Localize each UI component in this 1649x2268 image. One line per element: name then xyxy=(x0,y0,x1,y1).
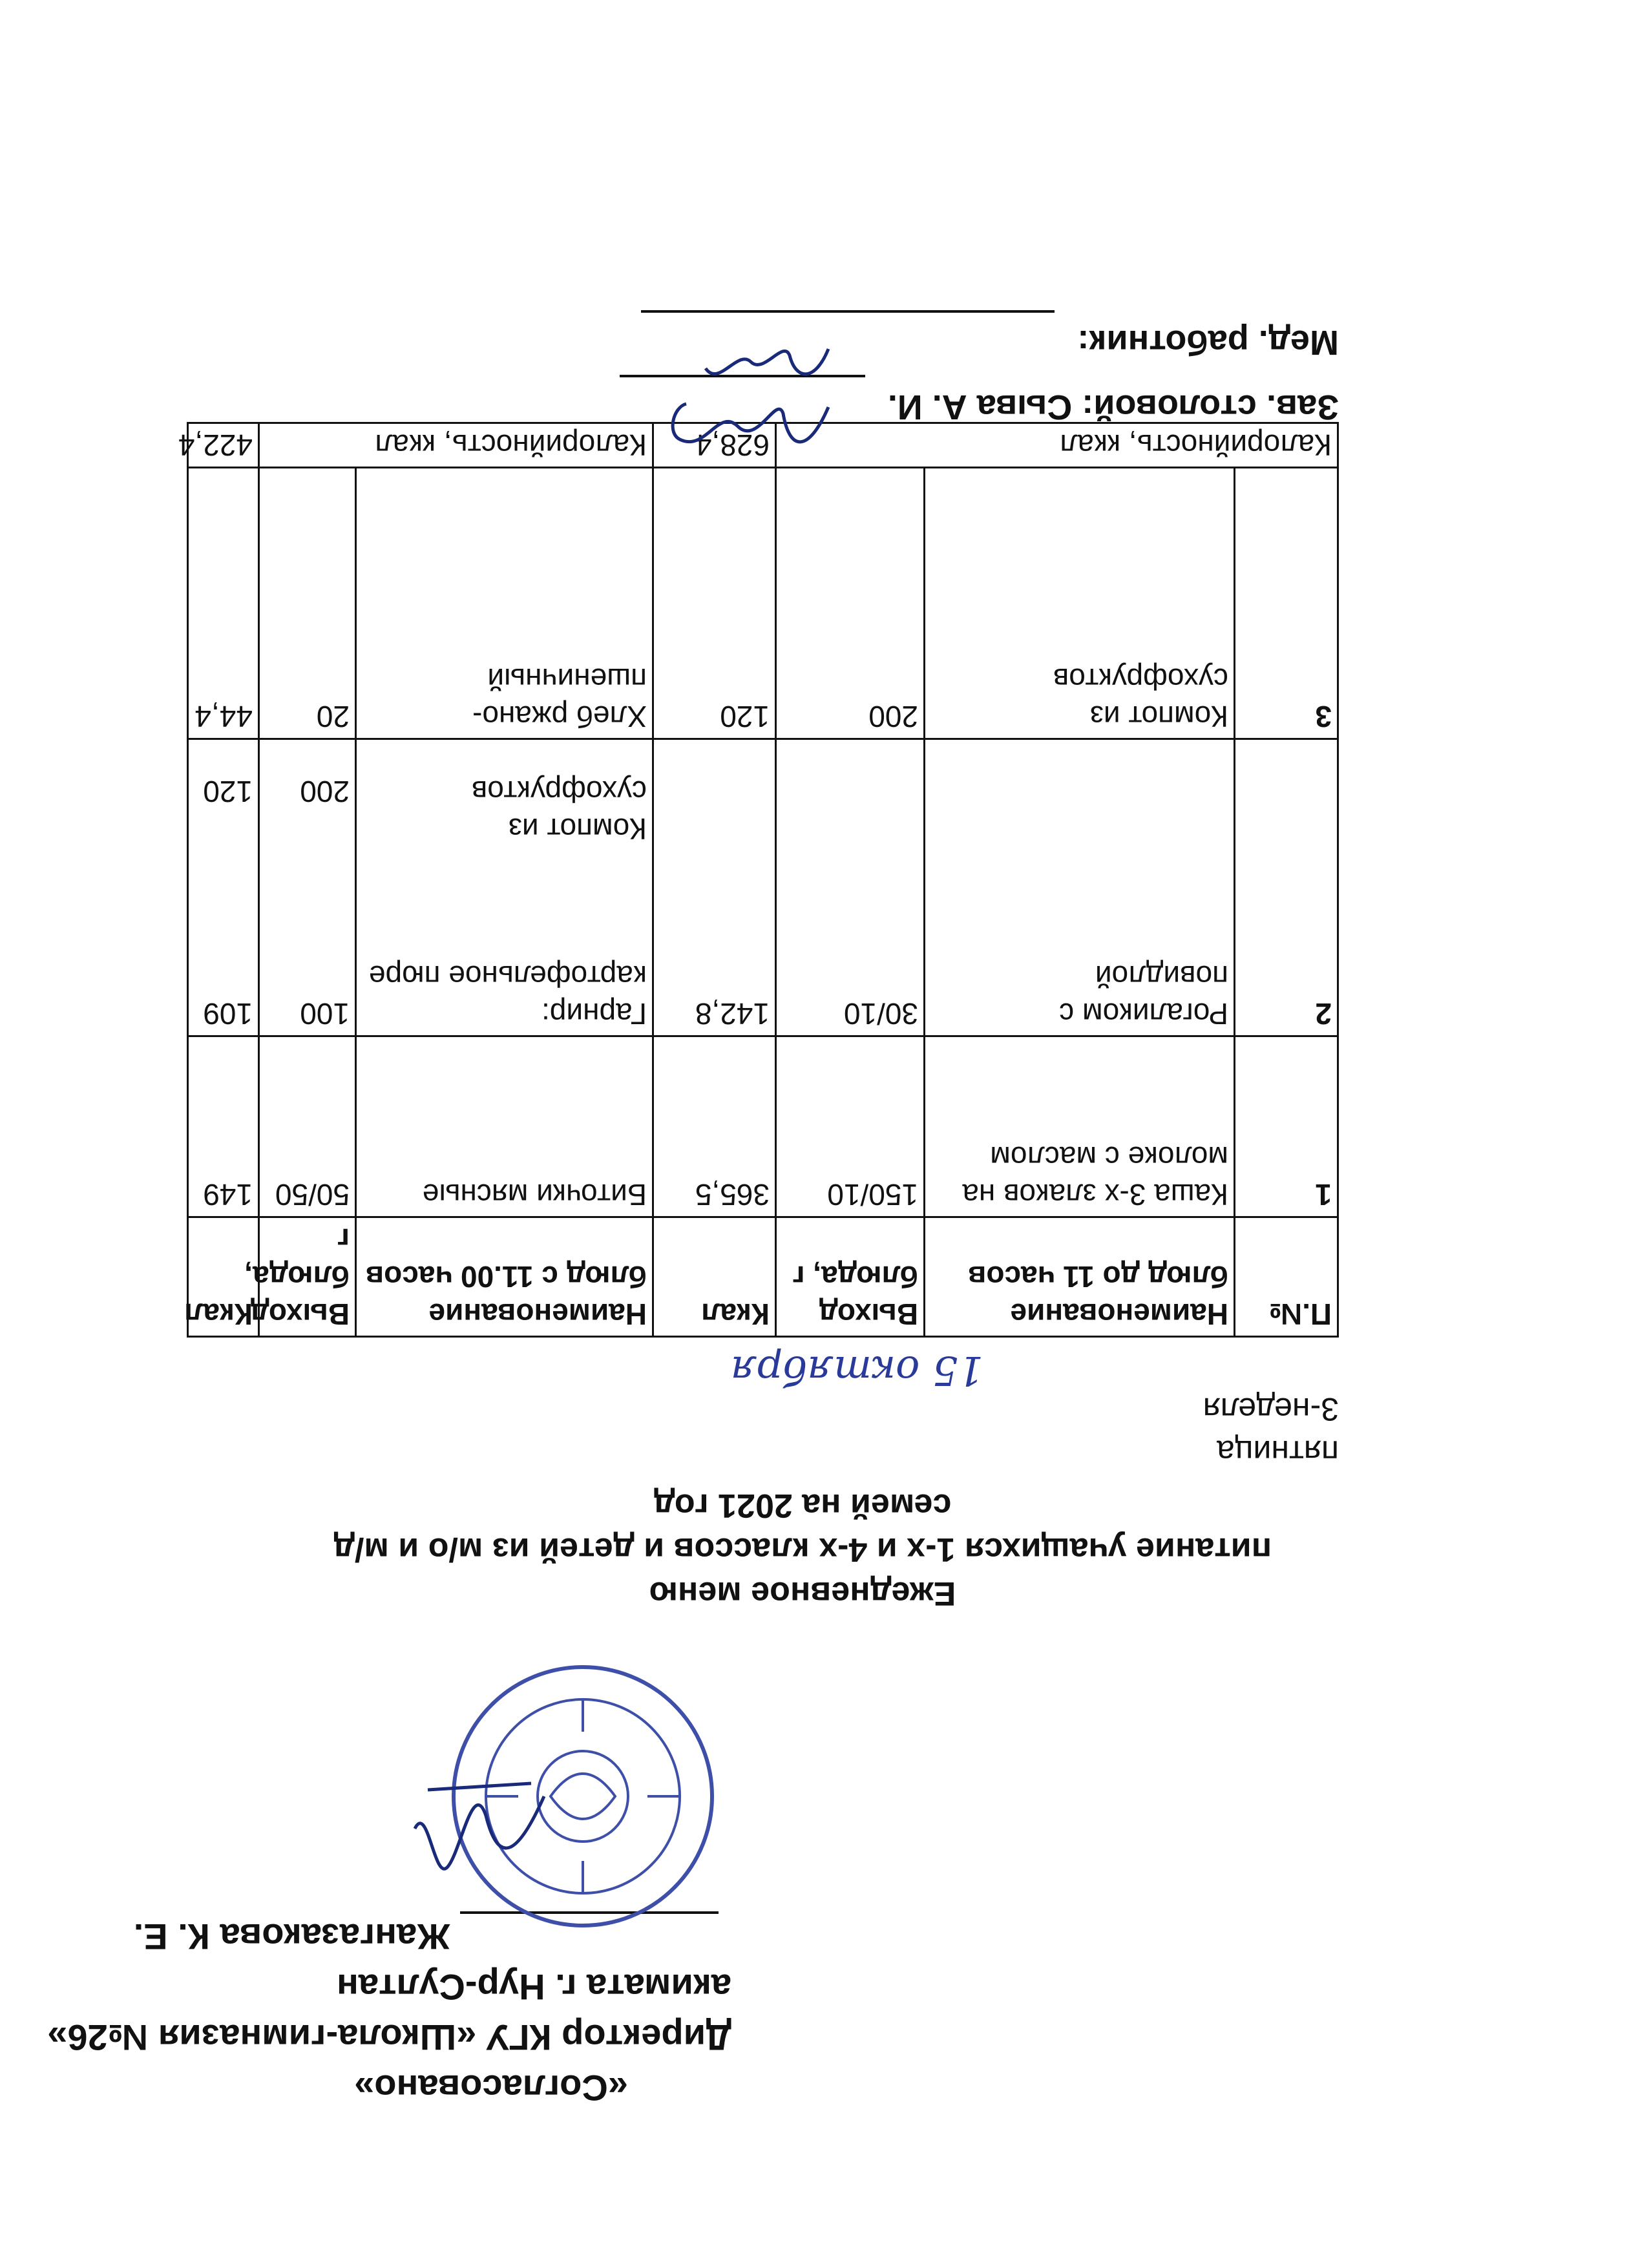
approval-director: Директор КГУ «Школа-гимназия №26» xyxy=(47,2017,731,2058)
week-number: 3-неделя xyxy=(1203,1391,1339,1427)
row-number: 1 xyxy=(1235,1036,1338,1217)
col-header-kcal-morning: Ккал xyxy=(653,1217,776,1337)
dish-afternoon: Биточки мясные xyxy=(356,1036,653,1217)
medical-worker: Мед. работник: xyxy=(1077,323,1339,362)
medic-signature xyxy=(693,330,841,401)
kcal-garnish: 109 xyxy=(203,997,253,1031)
menu-subtitle-2: семей на 2021 год xyxy=(653,1487,952,1524)
output-morning: 30/10 xyxy=(776,739,925,1036)
output-morning: 200 xyxy=(776,468,925,739)
kcal-morning: 120 xyxy=(653,468,776,739)
output-compote: 200 xyxy=(300,775,350,808)
dish-afternoon: Хлеб ржано-пшеничный xyxy=(356,468,653,739)
approval-akimat: акимата г. Нур-Султан xyxy=(337,1967,731,2008)
menu-subtitle-1: питание учащихся 1-х и 4-х классов и детей из м/о и м/д xyxy=(333,1531,1272,1568)
canteen-manager: Зав. столовой: Сыва А. И. xyxy=(887,388,1339,426)
kcal-afternoon: 149 xyxy=(188,1036,259,1217)
row-number: 3 xyxy=(1235,468,1338,739)
handwritten-date xyxy=(680,1344,990,1402)
total-label-afternoon: Калорийность, ккал xyxy=(259,423,653,468)
col-header-output-morning: Выход блюда, г xyxy=(776,1217,925,1337)
total-label-morning: Калорийность, ккал xyxy=(776,423,1338,468)
kcal-compote: 120 xyxy=(203,775,253,808)
dish-compote: Компот из сухофруктов xyxy=(471,775,647,846)
menu-title: Ежедневное меню xyxy=(649,1575,956,1612)
col-header-dish-morning: Наименование блюд до 11 часов xyxy=(925,1217,1235,1337)
weekday: пятница xyxy=(1216,1434,1339,1470)
row-number: 2 xyxy=(1235,739,1338,1036)
menu-heading xyxy=(318,1484,1287,1615)
director-signature xyxy=(402,1764,557,1893)
kcal-afternoon xyxy=(188,739,259,1036)
dish-afternoon xyxy=(356,739,653,1036)
output-garnish: 100 xyxy=(300,997,350,1031)
approval-title: «Согласовано» xyxy=(354,2068,628,2108)
day-info xyxy=(1203,1388,1339,1473)
table-header-row xyxy=(188,1217,1338,1337)
menu-table xyxy=(178,422,1339,1338)
kcal-morning: 142,8 xyxy=(653,739,776,1036)
table-row xyxy=(188,739,1338,1036)
dish-garnish: Гарнир: картофельное пюре xyxy=(368,960,647,1031)
total-kcal-afternoon: 422,4 xyxy=(188,423,259,468)
approval-name: Жангазакова К. Е. xyxy=(133,1916,450,1957)
total-kcal-morning: 628,4 xyxy=(653,423,776,468)
dish-morning: Рогаликом с повидлой xyxy=(925,739,1235,1036)
svg-text:15 октября: 15 октября xyxy=(730,1347,983,1394)
output-afternoon: 50/50 xyxy=(259,1036,356,1217)
col-header-kcal-afternoon: Ккал xyxy=(188,1217,259,1337)
col-header-dish-afternoon: Наименование блюд с 11.00 часов xyxy=(356,1217,653,1337)
table-row xyxy=(188,468,1338,739)
kcal-morning: 365,5 xyxy=(653,1036,776,1217)
output-afternoon: 20 xyxy=(259,468,356,739)
output-morning: 150/10 xyxy=(776,1036,925,1217)
output-afternoon xyxy=(259,739,356,1036)
table-row xyxy=(188,1036,1338,1217)
dish-morning: Каша 3-х злаков на молоке с маслом xyxy=(925,1036,1235,1217)
col-header-number: П.№ xyxy=(1235,1217,1338,1337)
kcal-afternoon: 44,4 xyxy=(188,468,259,739)
approval-block xyxy=(47,1911,731,2113)
col-header-output-afternoon: Выход блюда, г xyxy=(259,1217,356,1337)
dish-morning: Компот из сухофруктов xyxy=(925,468,1235,739)
